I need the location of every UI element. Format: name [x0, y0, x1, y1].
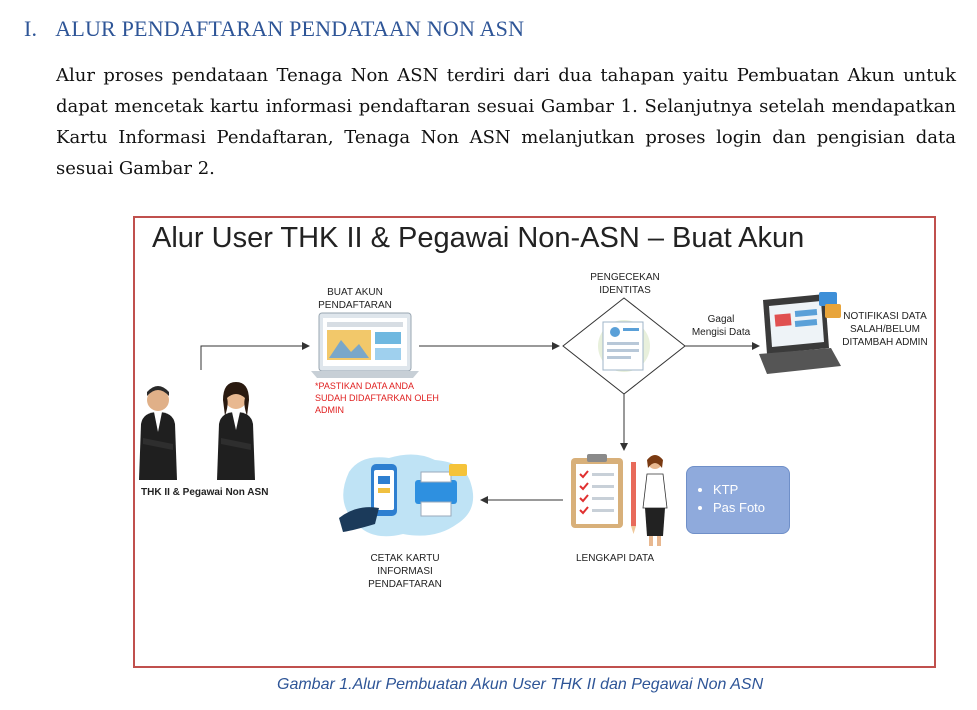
lengkapi-data-label: LENGKAPI DATA [576, 553, 654, 564]
print-card-icon [339, 454, 473, 536]
buat-akun-label: BUAT AKUN PENDAFTARAN [318, 287, 392, 311]
figure-caption: Gambar 1.Alur Pembuatan Akun User THK II dan Pegawai Non ASN [277, 676, 764, 693]
notification-laptop-icon [759, 292, 841, 374]
registration-note: *PASTIKAN DATA ANDA SUDAH DIDAFTARKAN OLEH ADMIN [315, 381, 439, 415]
identity-check-diamond [563, 298, 685, 394]
pengecekan-label: PENGECEKAN IDENTITAS [590, 272, 660, 296]
users-label: THK II & Pegawai Non ASN [141, 487, 269, 498]
flow-diagram-svg [135, 218, 938, 670]
businesswoman-icon [217, 382, 255, 480]
laptop-register-icon [311, 313, 419, 378]
cetak-kartu-label: CETAK KARTU INFORMASI PENDAFTARAN [368, 553, 442, 590]
required-documents-box [686, 466, 790, 534]
figure-title: Alur User THK II & Pegawai Non-ASN – Buat Akun [152, 222, 805, 254]
figure-flow-diagram [133, 216, 936, 668]
section-title: ALUR PENDAFTARAN PENDATAAN NON ASN [55, 16, 525, 41]
section-number: I. [24, 16, 38, 41]
connector-lines [201, 346, 759, 500]
gagal-mengisi-label: Gagal Mengisi Data [691, 314, 751, 338]
clipboard-form-icon [571, 454, 636, 534]
document-item-pas-foto: • Pas Foto [713, 499, 789, 517]
body-paragraph: Alur proses pendataan Tenaga Non ASN terdiri dari dua tahapan yaitu Pembuatan Akun untuk dapat mencetak kartu informasi pendaftaran sesuai Gambar 1. Selanjutnya setelah mendapatkan Kartu Informasi Pendaftaran, Tenaga Non ASN melanjutkan proses login dan pengisian data sesuai Gambar 2. [56, 65, 956, 179]
notifikasi-label: NOTIFIKASI DATA SALAH/BELUM DITAMBAH ADMIN [842, 311, 928, 348]
document-item-ktp: • KTP [713, 481, 789, 499]
section-heading [24, 16, 524, 42]
woman-figure-icon [643, 455, 667, 546]
documents-list [697, 481, 789, 517]
arrow-users-to-buat-akun [201, 346, 309, 370]
businessman-icon [139, 386, 177, 480]
